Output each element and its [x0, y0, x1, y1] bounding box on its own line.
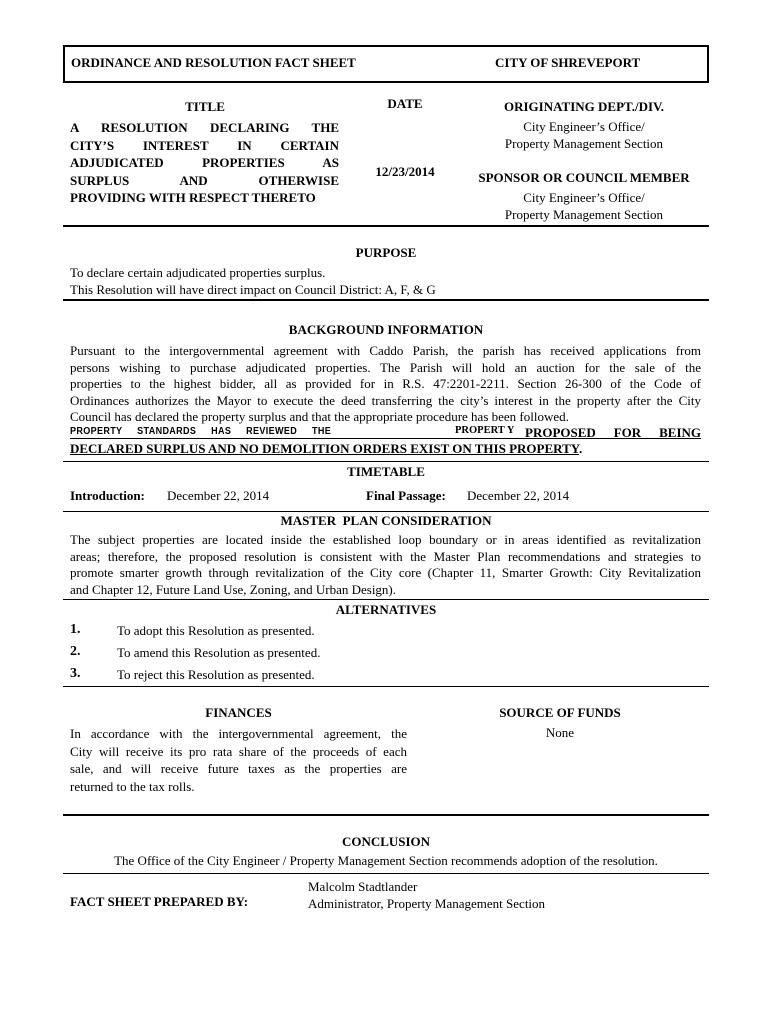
title-line: A RESOLUTION DECLARING THE — [70, 120, 339, 135]
title-text — [70, 119, 339, 207]
alternative-text: To adopt this Resolution as presented. — [117, 623, 315, 638]
bold-line2-text: DECLARED SURPLUS AND NO DEMOLITION ORDERS EXIST ON THIS PROPERTY — [70, 441, 579, 456]
introduction-date: December 22, 2014 — [167, 488, 270, 503]
final-passage-label: Final Passage: — [366, 488, 446, 503]
bold-segment-c: PROPOSED FOR BEING — [525, 425, 701, 440]
underline-rule — [70, 438, 701, 439]
background-line: persons wishing to purchase adjudicated properties. The Parish will hold an auction for the sale of the — [70, 359, 701, 375]
preparer-name: Malcolm Stadtlander — [308, 879, 418, 894]
conclusion-text: The Office of the City Engineer / Property Management Section recommends adoption of the resolution. — [114, 853, 658, 868]
master-plan-line: promote smarter growth through revitalization of the City core (Chapter 11, Smarter Growth: City Revitalization — [70, 565, 701, 580]
master-plan-label: MASTER PLAN CONSIDERATION — [280, 513, 492, 528]
header-left-title: ORDINANCE AND RESOLUTION FACT SHEET — [71, 55, 356, 70]
background-label: BACKGROUND INFORMATION — [288, 322, 484, 337]
final-passage-date: December 22, 2014 — [467, 488, 570, 503]
background-line: Pursuant to the intergovernmental agreement with Caddo Parish, the parish has received applications from — [70, 343, 701, 358]
timetable-label: TIMETABLE — [347, 464, 425, 479]
divider — [63, 873, 709, 874]
finances-line: sale, and will receive future taxes as the properties are — [70, 761, 407, 776]
divider — [63, 686, 709, 687]
master-plan-line: and Chapter 12, Future Land Use, Zoning, and Urban Design). — [70, 581, 397, 597]
divider — [63, 461, 709, 462]
header-box — [63, 45, 709, 83]
conclusion-label: CONCLUSION — [341, 834, 431, 849]
title-line: PROVIDING WITH RESPECT THERETO — [70, 190, 316, 205]
title-line: ADJUDICATED PROPERTIES AS — [70, 155, 339, 170]
title-line: CITY’S INTEREST IN CERTAIN — [70, 137, 339, 153]
title-label: TITLE — [185, 99, 225, 114]
date-value: 12/23/2014 — [375, 164, 435, 179]
master-plan-text — [70, 532, 701, 598]
background-line: Ordinances authorizes the Mayor to execute the deed transferring the city’s interest in the property after the City — [70, 392, 701, 408]
alternative-text: To amend this Resolution as presented. — [117, 645, 321, 660]
period: . — [578, 441, 583, 456]
divider — [63, 299, 709, 301]
sponsor-line2: Property Management Section — [504, 207, 664, 222]
background-bold-line2 — [70, 441, 582, 457]
introduction-label: Introduction: — [70, 488, 145, 503]
alternatives-label: ALTERNATIVES — [335, 602, 437, 617]
divider — [63, 511, 709, 512]
bold-segment-b: PROPERT Y — [455, 425, 515, 436]
source-of-funds-value: None — [545, 725, 575, 740]
title-line: SURPLUS AND OTHERWISE — [70, 172, 339, 188]
originating-dept-line2: Property Management Section — [504, 136, 664, 151]
finances-line: returned to the tax rolls. — [70, 778, 195, 794]
background-line: Council has declared the property surplus and that the appropriate procedure has been followed. — [70, 409, 569, 424]
finances-text — [70, 725, 407, 795]
alternative-text: To reject this Resolution as presented. — [117, 667, 315, 682]
purpose-label: PURPOSE — [355, 245, 417, 260]
source-of-funds-label: SOURCE OF FUNDS — [499, 705, 621, 720]
prepared-by-label: FACT SHEET PREPARED BY: — [70, 894, 249, 909]
alternative-number: 3. — [70, 666, 81, 681]
alternative-number: 1. — [70, 622, 81, 637]
finances-line: City will receive its pro rata share of the proceeds of each — [70, 743, 407, 759]
purpose-line1: To declare certain adjudicated properties surplus. — [70, 265, 326, 280]
sponsor-line1: City Engineer’s Office/ — [523, 190, 645, 205]
divider — [63, 814, 709, 816]
originating-dept-label: ORIGINATING DEPT./DIV. — [504, 99, 664, 114]
originating-dept-line1: City Engineer’s Office/ — [523, 119, 645, 134]
purpose-line2: This Resolution will have direct impact on Council District: A, F, & G — [70, 282, 436, 297]
finances-line: In accordance with the intergovernmental agreement, the — [70, 726, 407, 741]
master-plan-line: The subject properties are located inside the established loop boundary or in areas identified as revitalization — [70, 532, 701, 547]
preparer-role: Administrator, Property Management Section — [308, 896, 546, 911]
background-text — [70, 343, 701, 426]
master-plan-line: areas; therefore, the proposed resolution is consistent with the Master Plan recommendations and strategies to — [70, 548, 701, 564]
sponsor-label: SPONSOR OR COUNCIL MEMBER — [478, 170, 690, 185]
date-label: DATE — [387, 96, 423, 111]
background-line: properties to the highest bidder, all as provided for in R.S. 47:2201-2211. Section 26-300 of the Code of — [70, 376, 701, 391]
finances-label: FINANCES — [205, 705, 272, 720]
divider — [63, 599, 709, 600]
divider — [63, 225, 709, 227]
bold-segment-a: PROPERTY STANDARDS HAS REVIEWED THE — [70, 425, 332, 437]
header-right-title: CITY OF SHREVEPORT — [495, 55, 641, 70]
alternative-number: 2. — [70, 644, 81, 659]
